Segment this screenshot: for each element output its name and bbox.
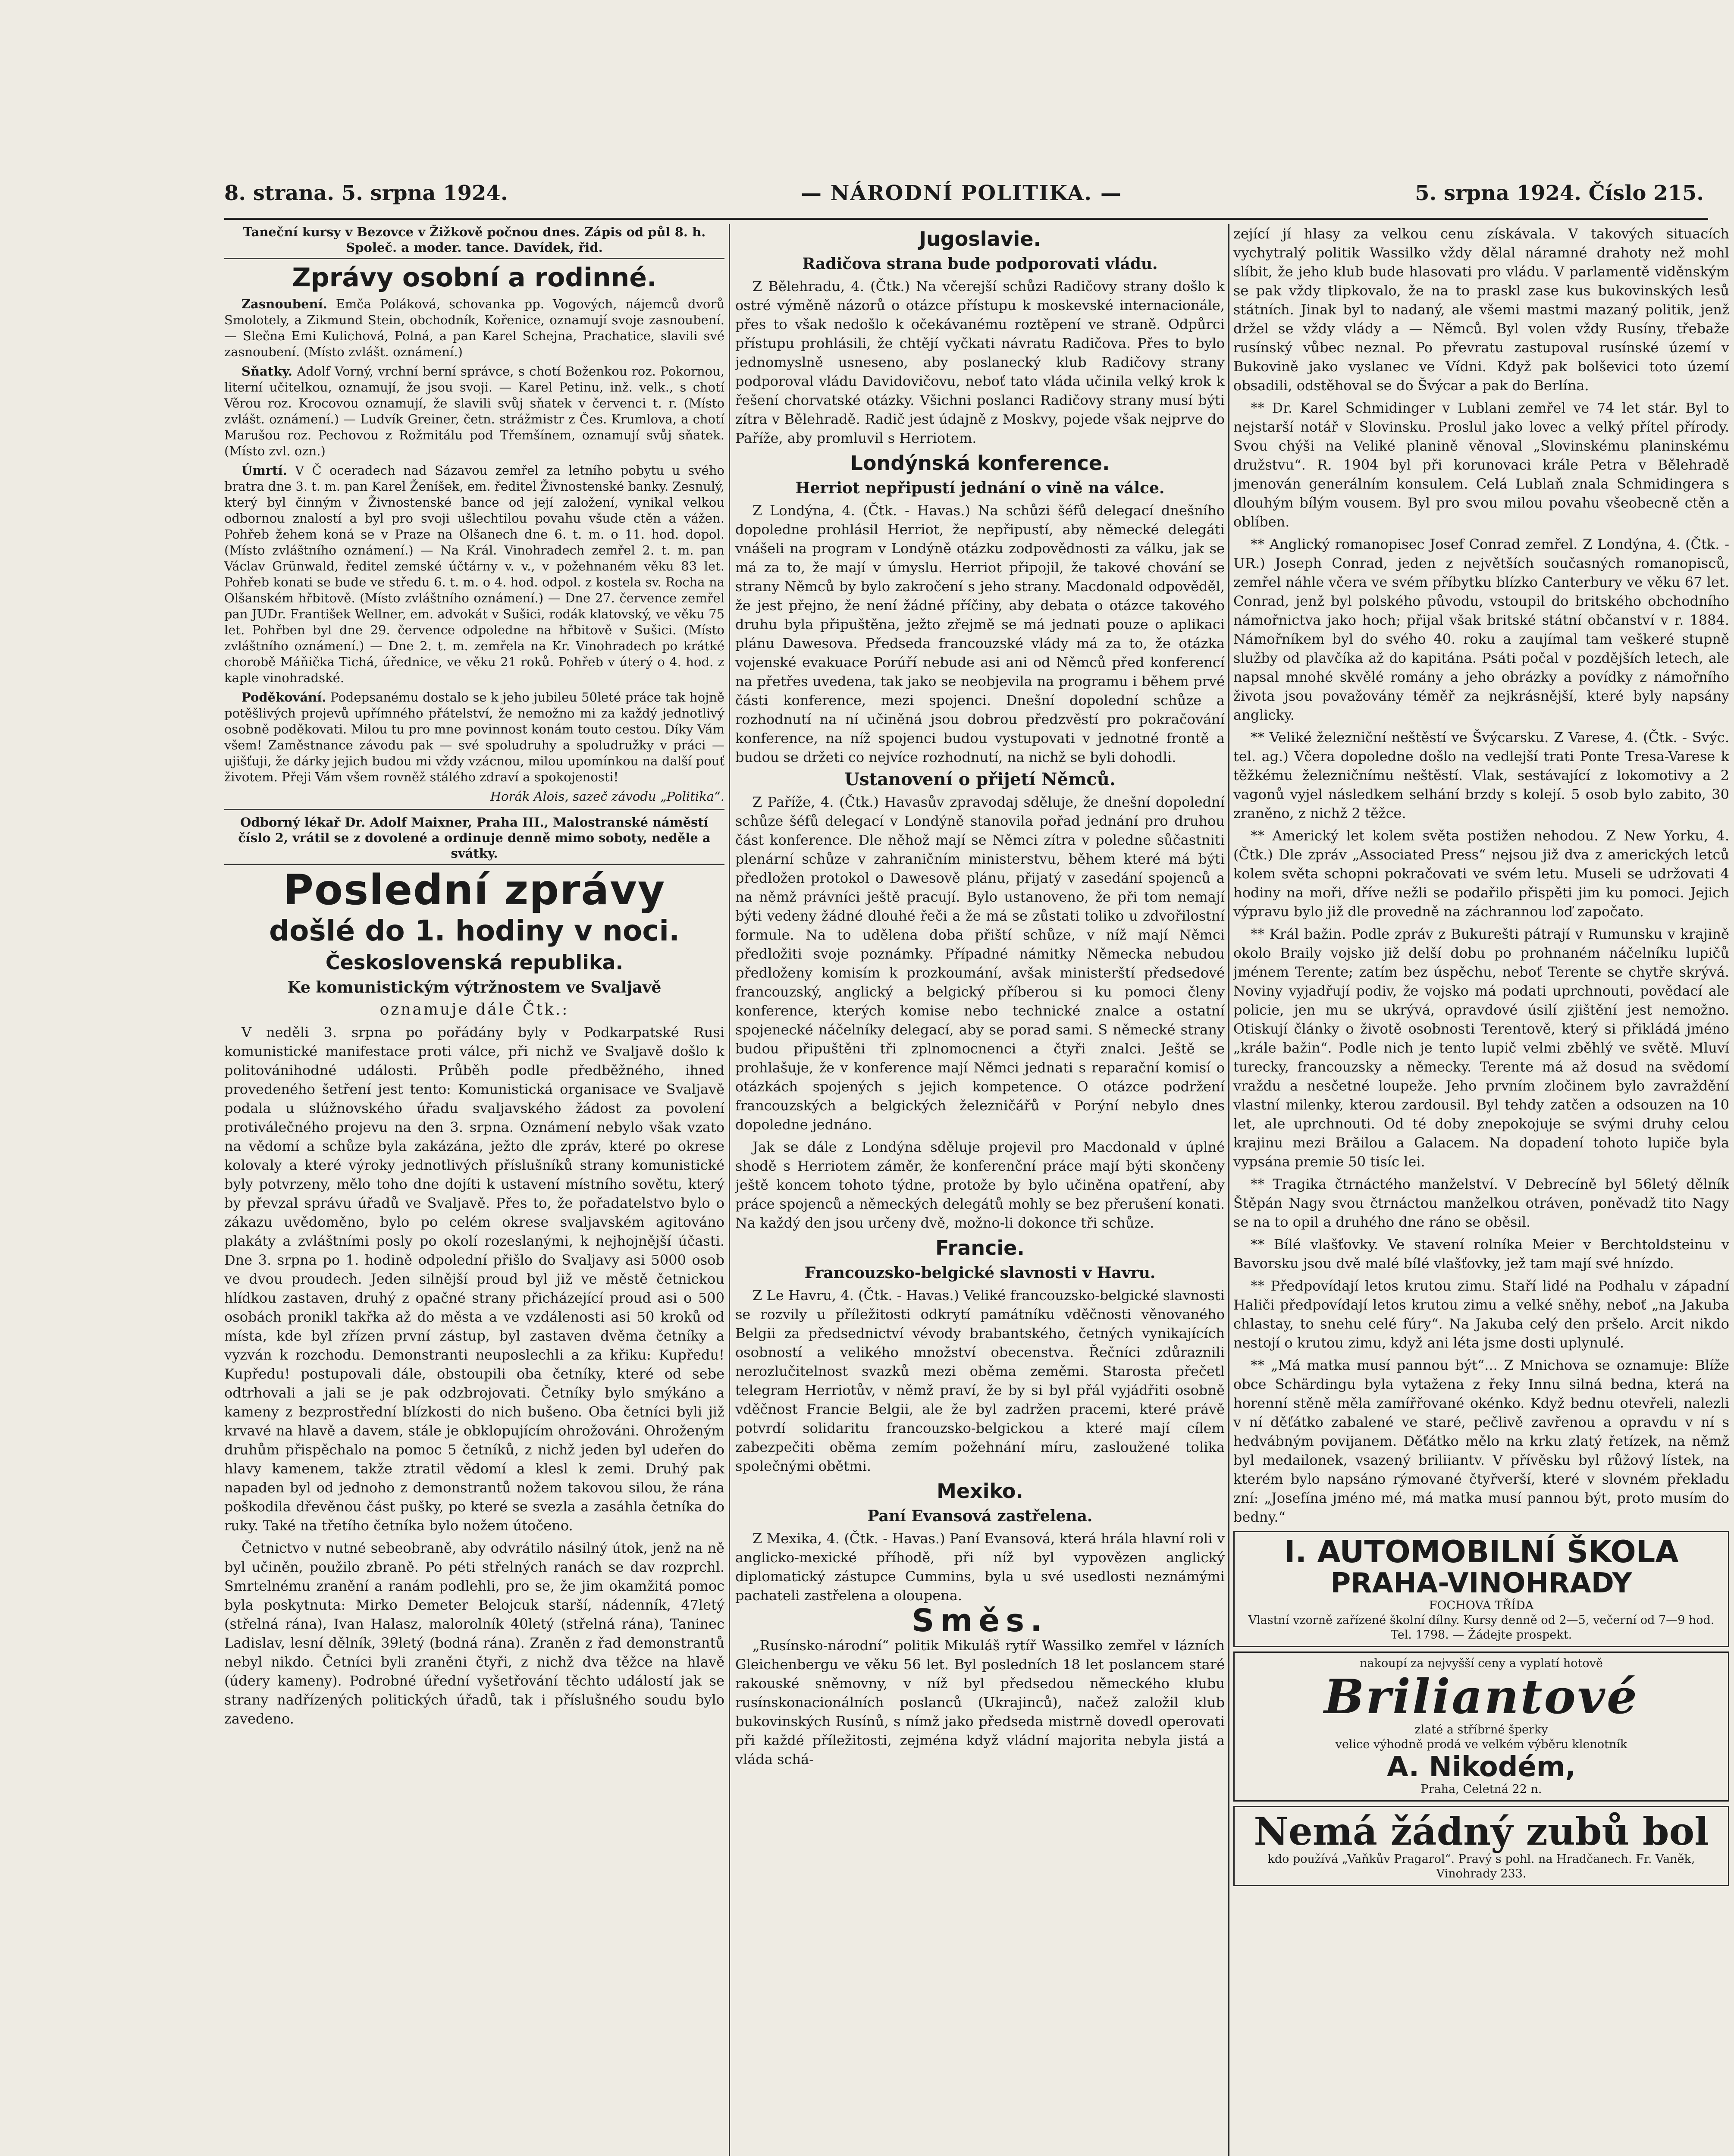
- svaljava-paragraph-2: Četnictvo v nutné sebeobraně, aby odvrátilo násilný útok, jenž na ně byl učiněn, použilo zbraně. Po péti střelných ranách se dav rozprchl. Smrtelnému zranění a ranám podlehli, pro se, že jim okamžitá pomoc byla poskytnuta: Mirko Demeter Belojcuk starší, nádenník, 47letý (střelná rána), Ivan Halasz, malorolník 40letý (střelná rána), Taninec Ladislav, lesní dělník, 39letý (bodná rána). Zraněn z řad demonstrantů nebyl nikdo. Četníci byli zraněni čtyři, z nichž dva těžce na hlavě (údery kameny). Podrobné úřední vyšetřování těchto událostí jak se strany nadřízených politických úřadů, tak i příslušného soudu bylo zavedeno.: [224, 1540, 724, 1727]
- latest-news-title: Poslední zprávy: [283, 866, 666, 914]
- harsh-winter-paragraph: ** Předpovídají letos krutou zimu. Staří lidé na Podhalu v západní Haliči předpovídají letos krutou zimu a velké sněhy, neboť „na Jakuba chlastay, to snehu celé fúry“. Na Jakuba celý den pršelo. Arcit nikdo nestojí o krutou zimu, když ani léta jsme dosti uplynulé.: [1233, 1278, 1729, 1351]
- foundling-paragraph: ** „Má matka musí pannou být“... Z Mnichova se oznamuje: Blíže obce Schärdingu byla vytažena z řeky Innu silná bedna, která na horenní stěně měla zamířřované okénko. Když bednu otevřeli, nalezli v ní děťátko zabalené ve staré, pečlivě zavřenou a opravdu v ní s hedvábným povijanem. Děťátko mělo na krku zlatý řetízek, na němž byl medailonek, vsazený briliiantv. V přívěsku byl růžový lístek, na kterém bylo napsáno rýmované čtyřverší, které v slovném překladu zní: „Josefína jméno mé, má matka musí pannou být, proto musím do bedny.“: [1233, 1357, 1729, 1525]
- thanks-keyword: Poděkování.: [241, 690, 326, 705]
- dance-course-notice: Taneční kursy v Bezovce v Žižkově počnou dnes. Zápis od půl 8. h. Společ. a moder. tance. Davídek, řid.: [224, 224, 724, 259]
- engagements-paragraph: [224, 296, 724, 360]
- weddings-keyword: Sňatky.: [241, 364, 292, 379]
- yugoslavia-heading: Jugoslavie.: [919, 227, 1041, 251]
- section-title-personal: Zprávy osobní a rodinné.: [292, 263, 657, 293]
- jeweller-text: velice výhodně prodá ve velkém výběru klenotník: [1335, 1738, 1627, 1751]
- germans-paragraph-2: Jak se dále z Londýna sděluje projevil pro Macdonald v úplné shodě s Herriotem záměr, že konferenční práce mají býti skončeny ještě koncem tohoto týdne, protože by bylo učiněna opatření, aby práce spojenců a německých delegátů mohly se bez přerušení konati. Na každý den jsou určeny dvě, možno-li dokonce tři schůze.: [735, 1139, 1225, 1231]
- svaljava-lead: oznamuje dále Čtk.:: [379, 1001, 569, 1018]
- london-dek: Herriot nepřipustí jednání o vině na válce.: [795, 479, 1165, 497]
- deaths-keyword: Úmrtí.: [241, 463, 287, 478]
- mexico-heading: Mexiko.: [937, 1479, 1023, 1503]
- germans-heading: Ustanovení o přijetí Němců.: [844, 769, 1116, 790]
- swamp-king-paragraph: ** Král bažin. Podle zpráv z Bukurešti pátrají v Rumunsku v krajině okolo Braily vojsko již delší dobu po prohnaném náčelníku lupičů jménem Terente; zatím bez úspěchu, neboť Terente se chytře skrývá. Noviny vyjadřují podiv, že vojsko má podati uprchnouti, povědací ale policie, jen mu se ukrývá, opravdové úsilí zjištění jest nemožno. Otiskují články o životě osobnosti Terentově, který si přikládá jméno „krále bažin“. Podle nich je tento lupič velmi zběhlý ve světě. Mluví turecky, francouzsky a německy. Terente má až dosud na svědomí vraždu a nesčetné loupeže. Jeho prvním zločinem bylo zavraždění vlastní milenky, kterou zardousil. Byl tehdy zatčen a odsouzen na 10 let, ale uprchnouti. Od té doby znepokojuje se svými druhy celou krajinu mezi Brăilou a Galacem. Na dopadení tohoto lupiče byla vypsána premie 50 tisíc lei.: [1233, 926, 1729, 1170]
- thanks-text: Podepsanému dostalo se k jeho jubileu 50leté práce tak hojně potěšlivých projevů upřímného přátelství, že nemožno mi za každý jednotlivý osobně poděkovati. Milou tu pro mne povinnost konám touto cestou. Díky Vám všem! Zaměstnance závodu pak — své spoludruhy a spoludružky v práci — ujišťuji, že dárky jejich budou mi vždy vzácnou, milou upomínkou na další pouť životem. Přeji Vám všem rovněž stálého zdraví a spokojenosti!: [224, 690, 724, 784]
- header-left: 8. strana. 5. srpna 1924.: [224, 181, 508, 205]
- toothache-ad: [1233, 1806, 1729, 1886]
- czechoslovakia-heading: Československá republika.: [325, 951, 624, 974]
- driving-school-ad: [1233, 1531, 1729, 1647]
- page-header: [224, 181, 1704, 211]
- yugoslavia-paragraph: Z Bělehradu, 4. (Čtk.) Na včerejší schůzi Radičovy strany došlo k ostré výměně názorů o otázce přístupu k moskevské internacionále, přes to však nedošlo k očekávanému roztěpení ve straně. Odpůrci přístupu prohlásili, že chtějí vyčkati návratu Radičova. Přes to bylo jednomyslně usneseno, aby poslanecký klub Radičovy strany podporoval vládu Davidovičovu, neboť tato vláda učinila velký krok k řešení chorvatské otázky. Všichni poslanci Radičovy strany musí býti zítra v Bělehradě. Radič jest údajně z Moskvy, pojede však nejprve do Paříže, aby promluvil s Herriotem.: [735, 278, 1225, 446]
- fourteenth-marriage-paragraph: ** Tragika čtrnáctého manželství. V Debrecíně byl 56letý dělník Štěpán Nagy svou čtrnáctou manželkou otráven, poněvadž tito Nagy se na to opil a druhého dne ráno se oběsil.: [1233, 1176, 1729, 1230]
- latest-news-subtitle: došlé do 1. hodiny v noci.: [269, 914, 680, 947]
- svaljava-paragraph-1: V neděli 3. srpna po pořádány byly v Podkarpatské Rusi komunistické manifestace proti válce, při nichž ve Svaljavě došlo k politovánihodné události. Průběh podle předběžného, ihned provedeného šetření jest tento: Komunistická organisace ve Svaljavě podala u slúžnovského úřadu svaljavského žádost za povolení protiválečného projevu na den 3. srpna. Oznámení nebylo však vzato na vědomí a schůze byla zakázána, ježto dle zpráv, které po okrese kolovaly a které výroky jednotlivých příslušníků strany komunistické byly potvrzeny, mělo toho dne dojíti k ustavení místního sovětu, který by převzal správu úřadů ve Svaljavě. Přes to, že pořadatelstvo bylo o zákazu uvědoměno, bylo po celém okrese svaljavském agitováno plakáty a zvláštními posly po okolí rozeslanými, k nejhojnější účasti. Dne 3. srpna po 1. hodině odpolední přišlo do Svaljavy asi 5000 osob ve dvou proudech. Jeden silnější proud byl již ve městě četnickou hlídkou zastaven, druhý z opačné strany přicházející proud asi o 500 osobách pronikl takřka až do města a ve vzdálenosti asi 50 kroků od místa, kde byl zřízen první zástup, byl zastaven dvěma četníky a vyzván k rozchodu. Demonstranti neuposlechli a za křiku: Kupředu! Kupředu! postupovali dále, obstoupili oba četníky, které od sebe odtrhovali a jali se je pak odzbrojovati. Četníky bylo smýkáno a kameny z bezprostřední blízkosti do nich bušeno. Oba četníci byli již krvavé na hlavě a davem, stále je obklopujícím ohrožováni. Ohroženým druhům přispěchalo na pomoc 5 četníků, z nichž jeden byl udeřen do hlavy kamenem, takže ztratil vědomí a klesl k zemi. Druhý pak napaden byl od jednoho z demonstrantů nožem takovou silou, že rána poškodila dřevěnou část pušky, po které se svezla a zasáhla četníka do ruky. Také na třetího četníka bylo nožem útočeno.: [224, 1024, 724, 1534]
- driving-school-title: I. AUTOMOBILNÍ ŠKOLA: [1284, 1534, 1679, 1570]
- train-accident-paragraph: ** Veliké železniční neštěstí ve Švýcarsku. Z Varese, 4. (Čtk. - Svýc. tel. ag.) Včera dopoledne došlo na vedlejší trati Ponte Tresa-Varese k těžkému železničnímu neštěstí. Vlak, sestávající z lokomotivy a 2 vagonů vyjel následkem selhání brzdy s kolejí. 5 osob bylo zabito, 30 zraněno, z nichž 2 těžce.: [1233, 729, 1729, 821]
- svaljava-heading: Ke komunistickým výtržnostem ve Svaljavě: [287, 978, 662, 997]
- weddings-paragraph: [224, 364, 724, 459]
- france-paragraph: Z Le Havru, 4. (Čtk. - Havas.) Veliké francouzsko-belgické slavnosti se rozvily u příležitosti odkrytí památníku vděčnosti věnovaného Belgii za předsednictví vévody brabantského, četných vynikajících osobností a velikého množství obecenstva. Řečníci zdůraznili nerozlučitelnost svazků mezi oběma zeměmi. Starosta přečetl telegram Herriotův, v němž praví, že by si byl přál vyjádřiti osobně vděčnost Francie Belgii, ale že byl zadržen pracemi, které právě potvrdí solidaritu francouzsko-belgickou a které mají cílem zabezpečiti oběma zemím požehnání míru, zasloužené tolika společnými obětmi.: [735, 1287, 1225, 1474]
- driving-school-text: Vlastní vzorně zařízené školní dílny. Kursy denně od 2—5, večerní od 7—9 hod. Tel. 1798. — Žádejte prospekt.: [1248, 1614, 1715, 1642]
- masthead: — NÁRODNÍ POLITIKA. —: [800, 181, 1122, 205]
- jeweller-title: Briliantové: [1324, 1669, 1639, 1724]
- driving-school-city: PRAHA-VINOHRADY: [1330, 1567, 1632, 1599]
- schmidinger-paragraph: ** Dr. Karel Schmidinger v Lublani zemřel ve 74 let stár. Byl to nejstarší notář v Slovinsku. Proslul jako lovec a velký přítel přírody. Svou chýši na Veliké planině věnoval „Slovinskému planinskému družstvu“. R. 1904 byl při korunovaci krále Petra v Bělehradě jmenován generálním konsulem. Celá Lublaň znala Schmidingera s dlouhým bílým vousem. Byl pro svou milou povahu všeobecně ctěn a oblíben.: [1233, 400, 1729, 530]
- conrad-paragraph: ** Anglický romanopisec Josef Conrad zemřel. Z Londýna, 4. (Čtk. - UR.) Joseph Conrad, jeden z největších současných romanopisců, zemřel náhle včera ve svém příbytku blízko Canterbury ve věku 67 let. Conrad, jenž byl polského původu, vstoupil do britského obchodního námořnictva jako hoch; přijal však britské státní občanství v r. 1884. Námořníkem byl do svého 40. roku a zaujímal tam veškeré stupně služby od plavčíka až do kapitána. Psáti počal v pozdějších letech, ale napsal mnohé skvělé romány a jeho obrázky a povídky z námořního života jsou považovány téměř za nejkrásnější, které byly napsány anglicky.: [1233, 536, 1729, 723]
- column-divider-2: [1228, 224, 1229, 2156]
- thanks-paragraph: [224, 689, 724, 785]
- weddings-text: Adolf Vorný, vrchní berní správce, s chotí Boženkou roz. Pokornou, literní učitelkou, oznamují, že jsou svoji. — Karel Petinu, inž. velk., s chotí Věrou roz. Krocovou oznamují, že slavili svůj sňatek v červenci t. r. (Místo zvlášt. oznámení.) — Ludvík Greiner, četn. strážmistr z Čes. Krumlova, a chotí Marušou roz. Pechovou z Rožmitálu pod Třemšínem, oznamují svůj sňatek. (Místo zvl. ozn.): [224, 364, 724, 458]
- header-rule: [224, 218, 1708, 220]
- jeweller-address: Praha, Celetná 22 n.: [1420, 1783, 1542, 1796]
- toothache-title: Nemá žádný zubů bol: [1254, 1809, 1709, 1854]
- jeweller-ad: [1233, 1651, 1729, 1802]
- jeweller-lead: nakoupí za nejvyšší ceny a vyplatí hotově: [1360, 1657, 1603, 1670]
- london-paragraph: Z Londýna, 4. (Čtk. - Havas.) Na schůzi šéfů delegací dnešního dopoledne prohlásil Herriot, že nepřipustí, aby německé delegáti vnášeli na program v Londýně otázku zodpovědnosti za válku, jak se má za to, že mají v úmyslu. Herriot připojil, že takové chování se strany Němců by bylo zakročení s jeho strany. Macdonald odpověděl, že jest přejno, že není žádné příčiny, aby debata o otázce takového druhu byla připuštěna, ježto zřejmě se má jednati pouze o aplikaci plánu Dawesova. Předseda francouzské vlády má za to, že otázka vojenské evakuace Porúří nebude asi ani od Němců před konferencí na přetřes uvedena, tak jako se neobjevila na programu i během prvé části konference, mezi spojenci. Dnešní dopolední schůze a rozhodnutí na ní učiněná jsou dobrou předzvěstí pro pokračování konference, na níž spojenci budou vystupovati v jednotné frontě a budou se držeti co nejvíce rozhodnutí, na nichž se byli dohodli.: [735, 502, 1225, 765]
- engagements-text: Emča Poláková, schovanka pp. Vogových, nájemců dvorů Smolotely, a Zikmund Stein, obchodník, Kořenice, oznamují svoje zasnoubení. — Slečna Emi Kulichová, Polná, a pan Karel Schejna, Prachatice, slavili své zasnoubení. (Místo zvlášt. oznámení.): [224, 297, 724, 359]
- france-heading: Francie.: [935, 1236, 1025, 1260]
- france-dek: Francouzsko-belgické slavnosti v Havru.: [804, 1264, 1156, 1282]
- column-2: [735, 224, 1225, 2156]
- germans-paragraph-1: Z Paříže, 4. (Čtk.) Havasův zpravodaj sděluje, že dnešní dopolední schůze šéfů delegací v Londýně stanovila pořad jednání pro druhou část konference. Dle něhož mají se Němci zítra v poledne sůčastniti plenární schůze v zahraničním ministerstvu, během které má býti předložen protokol o Dawesově plánu, přijatý v zasedání spojenců a na němž právníci ještě pracují. Bylo ustanoveno, že při tom nemají býti vedeny žádné dlouhé řeči a že má se zůstati toliko u zdvořilostní formule. Na to udělena doba přiští schůze, v níž mají Němci předložiti svoje poznámky. Případné námitky Německa nebudou předloženy komisím k prozkoumání, avšak ministerští předsedové francouzský, anglický a belgický příberou si ku pomoci členy konference, kterých komise nebo technické znalce a ostatní spojenecké náčelníky delegací, aby se porad sami. S německé strany budou připuštěni tři zplnomocnenci a čtyři znalci. Ještě se prohlašuje, že v konference mají Němci jednati s reparační komisí o otázkách spojených s jejich kompetence. O otázce podržení francouzských a belgických železničářů v Porýní nebylo dnes dopoledne jednáno.: [735, 794, 1225, 1133]
- mexico-paragraph: Z Mexika, 4. (Čtk. - Havas.) Paní Evansová, která hrála hlavní roli v anglicko-mexické příhodě, při níž byl vypovězen anglický diplomatický zástupce Cummins, byla u své usedlosti neznámými pachateli zastřelena a oloupena.: [735, 1530, 1225, 1604]
- column-divider-1: [729, 224, 730, 2156]
- white-swallows-paragraph: ** Bílé vlašťovky. Ve stavení rolníka Meier v Berchtoldsteinu v Bavorsku jsou dvě malé bílé vlašťovky, jež tam mají své hnízdo.: [1233, 1236, 1729, 1272]
- wassilko-continued: zející jí hlasy za velkou cenu získávala. V takových situacích vychytralý politik Wassilko vždy dělal náramné drahoty než mohl slíbit, že jeho klub bude hlasovati pro vládu. V parlamentě viděnským se pak vždy tlipkovalo, že na to praskl zase kus bukovinských lesů státních. Jinak byl to nadaný, ale všemi mastmi mazaný politik, jenž držel se vždy vlády a — Němců. Byl volen vždy Rusíny, třebaže rusínský vůbec neznal. Po převratu zastupoval rusínské území v Bukovině jako vyslanec ve Vídni. Když pak bolševici toto území obsadili, odstěhoval se do Švýcar a pak do Berlína.: [1233, 226, 1729, 394]
- jeweller-shop: A. Nikodém,: [1387, 1751, 1576, 1783]
- wassilko-paragraph: „Rusínsko-národní“ politik Mikuláš rytíř Wassilko zemřel v lázních Gleichenbergu ve věku 56 let. Byl posledních 18 let poslancem staré rakouské sněmovny, v níž byl předsedou německého klubu rusínskonacionálních poslanců (Ukrajinců), načež založil klub bukovinských Rusínů, s nímž jako předseda mistrně dovedl operovati při každé příležitosti, zejména když vládní majorita nebyla jistá a vláda schá-: [735, 1637, 1225, 1767]
- deaths-text: V Č oceradech nad Sázavou zemřel za letního pobytu u svého bratra dne 3. t. m. pan Karel Ženíšek, em. ředitel Živnostenské banky. Zesnulý, který byl činným v Živnostenské bance od její založení, vynikal velkou odbornou znalostí a byl pro svoji ušlechtilou povahu všude ctěn a vážen. Pohřeb žehem koná se v Praze na Olšanech dne 6. t. m. o 11. hod. dopol. (Místo zvláštního oznámení.) — Na Král. Vinohradech zemřel 2. t. m. pan Václav Grünwald, ředitel zemské účtárny v. v., v požehnaném věku 83 let. Pohřeb konati se bude ve středu 6. t. m. o 4. hod. odpol. z kostela sv. Rocha na Olšanském hřbitově. (Místo zvláštního oznámení.) — Dne 27. července zemřel pan JUDr. František Wellner, em. advokát v Sušici, rodák klatovský, ve věku 75 let. Pohřben byl dne 29. července odpoledne na hřbitově v Sušici. (Místo zvláštního oznámení.) — Dne 2. t. m. zemřela na Kr. Vinohradech po krátké chorobě Máňička Tichá, úřednice, ve věku 21 roků. Pohřeb v úterý o 4. hod. z kaple vinohradské.: [224, 463, 724, 685]
- jeweller-side: zlaté a stříbrné šperky: [1414, 1723, 1548, 1736]
- mexico-dek: Paní Evansová zastřelena.: [867, 1507, 1093, 1525]
- miscellany-heading: Směs.: [912, 1602, 1048, 1639]
- column-1: [224, 224, 724, 2156]
- divider: [224, 809, 724, 810]
- thanks-signature: Horák Alois, sazeč závodu „Politika“.: [490, 789, 724, 804]
- driving-school-street: FOCHOVA TŘÍDA: [1429, 1599, 1534, 1612]
- deaths-paragraph: [224, 463, 724, 686]
- engagements-keyword: Zasnoubení.: [241, 297, 327, 311]
- header-right: 5. srpna 1924. Číslo 215.: [1415, 181, 1704, 205]
- doctor-notice: Odborný lékař Dr. Adolf Maixner, Praha III., Malostranské náměstí číslo 2, vrátil se z dovolené a ordinuje denně mimo soboty, neděle a svátky.: [224, 815, 724, 865]
- london-heading: Londýnská konference.: [850, 451, 1110, 475]
- toothache-text: kdo používá „Vaňkův Pragarol“. Pravý s pohl. na Hradčanech. Fr. Vaněk, Vinohrady 233.: [1267, 1852, 1695, 1880]
- yugoslavia-dek: Radičova strana bude podporovati vládu.: [802, 255, 1158, 273]
- world-flight-paragraph: ** Americký let kolem světa postižen nehodou. Z New Yorku, 4. (Čtk.) Dle zpráv „Associated Press“ nejsou již dva z amerických letců kolem světa schopni pokračovati ve svém letu. Museli se udržovati 4 hodiny na moři, dříve nežli se podařilo přispěti jim ku pomoci. Jejich výpravu bylo již dle provedně na záchrannou loď započato.: [1233, 827, 1729, 920]
- column-3: [1233, 224, 1729, 2156]
